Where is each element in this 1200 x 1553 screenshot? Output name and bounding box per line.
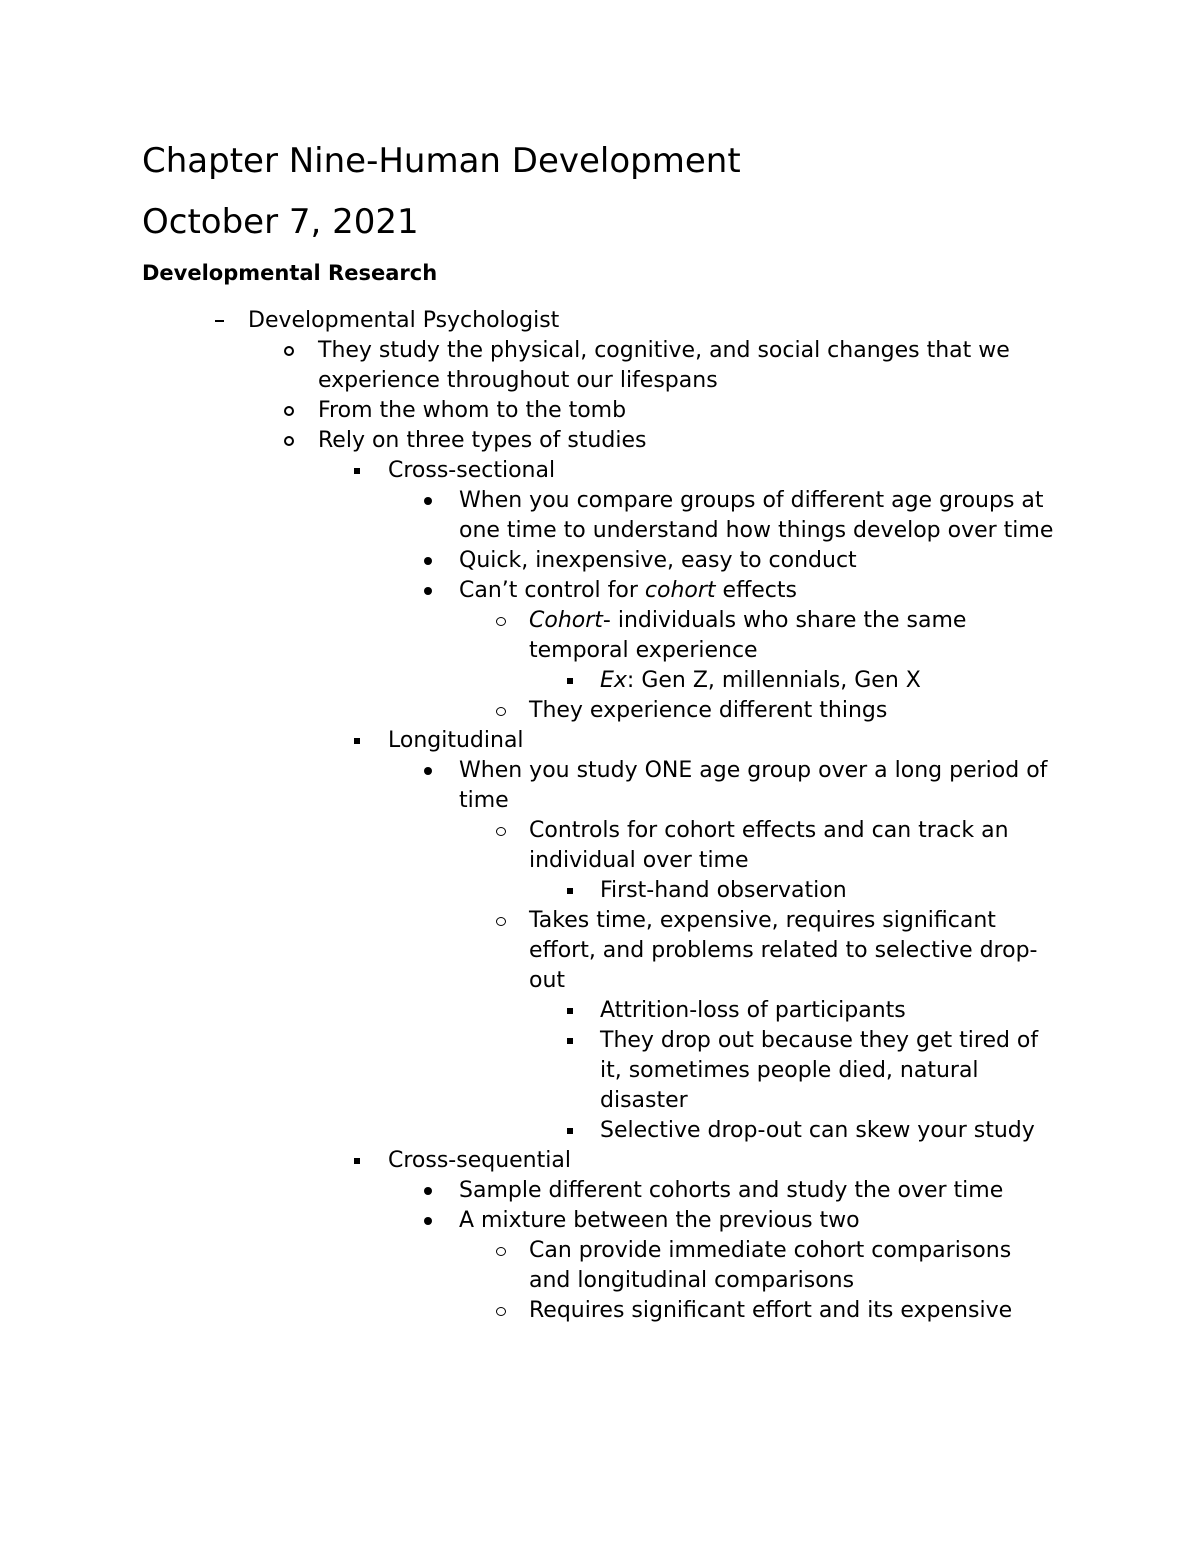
text-run: Developmental Psychologist (248, 308, 560, 333)
outline-item-text (388, 726, 1065, 756)
section-heading: Developmental Research (142, 261, 438, 285)
text-run: Quick, inexpensive, easy to conduct (459, 548, 857, 573)
outline-item-level-0 (0, 306, 1200, 336)
outline-item-level-3 (0, 576, 1200, 606)
text-run: They experience different things (529, 698, 888, 723)
italic-term: Cohort (529, 608, 603, 633)
filled-dot-bullet-icon (418, 576, 438, 606)
outline-item-level-5 (0, 1116, 1200, 1146)
filled-dot-bullet-icon (418, 756, 438, 786)
text-run: Cross-sequential (388, 1148, 571, 1173)
outline-item-text (529, 906, 1052, 996)
text-run: When you study ONE age group over a long period of time (459, 758, 1048, 813)
outline-item-text (600, 666, 1045, 696)
outline-item-text (388, 456, 1065, 486)
outline-item-text (529, 696, 1052, 726)
outline-item-text (600, 1116, 1045, 1146)
text-run: When you compare groups of different age groups at one time to understand how things develop over time (459, 488, 1054, 543)
text-run: - individuals who share the same temporal experience (529, 608, 967, 663)
outline-item-text (459, 1176, 1062, 1206)
outline-item-text (600, 1026, 1045, 1116)
outline-item-text (318, 396, 1065, 426)
outline-item-level-4 (0, 906, 1200, 996)
document-date: October 7, 2021 (142, 202, 419, 242)
text-run: Can provide immediate cohort comparisons and longitudinal comparisons (529, 1238, 1012, 1293)
text-run: Takes time, expensive, requires significant effort, and problems related to selective drop-out (529, 908, 1038, 993)
filled-dot-bullet-icon (418, 486, 438, 516)
text-run: A mixture between the previous two (459, 1208, 860, 1233)
text-run: effects (715, 578, 797, 603)
outline-item-level-4 (0, 1296, 1200, 1326)
outline-item-text (388, 1146, 1065, 1176)
square-bullet-icon (560, 876, 580, 906)
outline-item-level-4 (0, 606, 1200, 666)
text-run: Sample different cohorts and study the over time (459, 1178, 1004, 1203)
open-circle-bullet-icon (491, 906, 511, 936)
text-run: Can’t control for (459, 578, 645, 603)
outline-item-level-1 (0, 396, 1200, 426)
outline-item-text (529, 606, 1052, 666)
outline-item-level-2 (0, 1146, 1200, 1176)
outline-item-level-3 (0, 546, 1200, 576)
outline-item-level-4 (0, 696, 1200, 726)
outline-item-level-5 (0, 876, 1200, 906)
outline-item-text (459, 486, 1062, 546)
document-title: Chapter Nine-Human Development (142, 141, 741, 181)
outline-item-level-1 (0, 426, 1200, 456)
outline-item-text (459, 756, 1062, 816)
outline-item-text (459, 1206, 1062, 1236)
square-bullet-icon (347, 726, 367, 756)
text-run: Attrition-loss of participants (600, 998, 906, 1023)
outline-item-text (318, 426, 1065, 456)
outline-item-text (529, 1296, 1052, 1326)
outline-item-text (600, 996, 1045, 1026)
text-run: They study the physical, cognitive, and social changes that we experience throughout our lifespans (318, 338, 1010, 393)
open-circle-bullet-icon (491, 1296, 511, 1326)
outline-item-level-3 (0, 1206, 1200, 1236)
text-run: They drop out because they get tired of it, sometimes people died, natural disaster (600, 1028, 1039, 1113)
filled-dot-bullet-icon (418, 1206, 438, 1236)
text-run: Requires significant effort and its expensive (529, 1298, 1013, 1323)
text-run: From the whom to the tomb (318, 398, 627, 423)
text-run: Selective drop-out can skew your study (600, 1118, 1035, 1143)
notes-outline (0, 306, 1200, 1326)
square-bullet-icon (560, 666, 580, 696)
outline-item-text (318, 336, 1065, 396)
hollow-circle-bullet-icon (279, 336, 299, 366)
dash-bullet-icon (209, 306, 229, 336)
filled-dot-bullet-icon (418, 546, 438, 576)
outline-item-level-4 (0, 816, 1200, 876)
text-run: Rely on three types of studies (318, 428, 647, 453)
open-circle-bullet-icon (491, 1236, 511, 1266)
outline-item-text (600, 876, 1045, 906)
italic-term: cohort (644, 578, 716, 603)
square-bullet-icon (347, 1146, 367, 1176)
outline-item-level-5 (0, 666, 1200, 696)
open-circle-bullet-icon (491, 816, 511, 846)
text-run: Cross-sectional (388, 458, 556, 483)
outline-item-text (529, 816, 1052, 876)
outline-item-level-3 (0, 486, 1200, 546)
text-run: First-hand observation (600, 878, 847, 903)
text-run: : Gen Z, millennials, Gen X (626, 668, 921, 693)
open-circle-bullet-icon (491, 696, 511, 726)
text-run: Longitudinal (388, 728, 524, 753)
square-bullet-icon (560, 996, 580, 1026)
outline-item-level-4 (0, 1236, 1200, 1296)
hollow-circle-bullet-icon (279, 426, 299, 456)
outline-item-level-3 (0, 756, 1200, 816)
open-circle-bullet-icon (491, 606, 511, 636)
outline-item-level-5 (0, 996, 1200, 1026)
outline-item-level-1 (0, 336, 1200, 396)
hollow-circle-bullet-icon (279, 396, 299, 426)
outline-item-text (248, 306, 1140, 336)
outline-item-level-2 (0, 726, 1200, 756)
square-bullet-icon (347, 456, 367, 486)
italic-term: Ex (600, 668, 627, 693)
outline-item-text (459, 576, 1062, 606)
outline-item-text (529, 1236, 1052, 1296)
outline-item-level-3 (0, 1176, 1200, 1206)
outline-item-level-2 (0, 456, 1200, 486)
square-bullet-icon (560, 1026, 580, 1056)
outline-item-text (459, 546, 1062, 576)
square-bullet-icon (560, 1116, 580, 1146)
text-run: Controls for cohort effects and can track an individual over time (529, 818, 1009, 873)
outline-item-level-5 (0, 1026, 1200, 1116)
filled-dot-bullet-icon (418, 1176, 438, 1206)
